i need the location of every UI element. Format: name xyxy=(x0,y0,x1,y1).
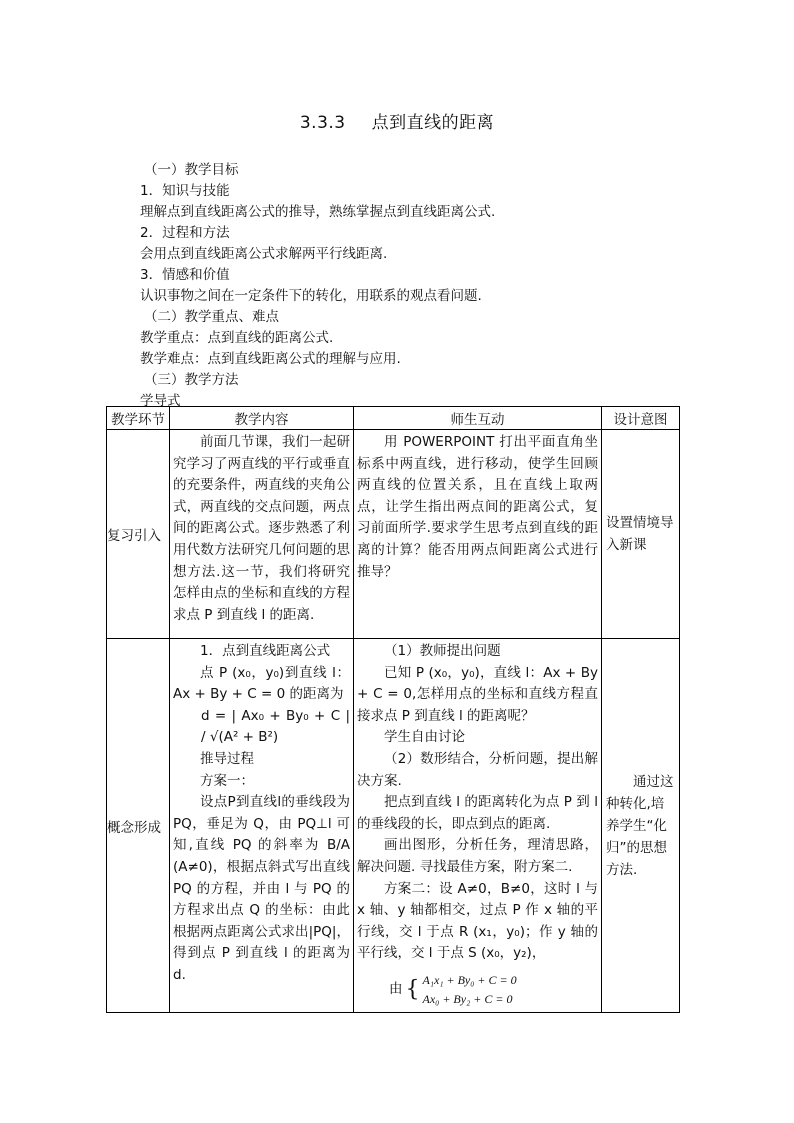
interaction-step: 学生自由讨论 xyxy=(384,729,465,746)
derivation-label: 推导过程 xyxy=(200,750,254,767)
intro-line: （二）教学重点、难点 xyxy=(144,309,279,325)
column-header: 教学内容 xyxy=(170,407,354,430)
intro-line: 学导式 xyxy=(140,393,181,409)
distance-formula: d = | Ax₀ + By₀ + C | / √(A² + B²) xyxy=(201,707,350,746)
intro-line: 认识事物之间在一定条件下的转化，用联系的观点看问题. xyxy=(140,288,482,304)
intro-line: （一）教学目标 xyxy=(144,162,239,178)
brace-icon: { xyxy=(405,977,420,1003)
equation: A₁x₁ + By₀ + C = 0 xyxy=(422,972,517,987)
table-row xyxy=(107,639,680,1013)
equation: Ax₀ + By₂ + C = 0 xyxy=(422,991,513,1006)
intro-line: 3．情感和价值 xyxy=(140,267,230,283)
stage-cell: 概念形成 xyxy=(107,639,170,1013)
interaction-cell: 用 POWERPOINT 打出平面直角坐标系中两直线，进行移动，使学生回顾两直线的位置关系，且在直线上取两点，让学生指出两点间的距离公式，复习前面所学.要求学生思考点到直线的距离的计算？能否用两点间距离公式进行推导？ xyxy=(357,434,598,580)
equation-prefix: 由 xyxy=(389,981,403,998)
intro-line: 2．过程和方法 xyxy=(140,225,230,241)
content-point: 点 P (x₀，y₀)到直线 l：Ax + By + C = 0 的距离为 xyxy=(173,664,350,703)
interaction-step: 已知 P (x₀，y₀)，直线 l：Ax + By + C = 0,怎样用点的坐标和直线方程直接求点 P 到直线 l 的距离呢？ xyxy=(357,664,598,724)
intro-line: 教学重点：点到直线的距离公式. xyxy=(140,330,334,346)
interaction-step: （1）教师提出问题 xyxy=(384,643,501,659)
content-heading: 1．点到直线距离公式 xyxy=(200,643,331,659)
section-title: 点到直线的距离 xyxy=(371,113,495,133)
table-header-row xyxy=(107,407,680,430)
document-title xyxy=(0,108,794,133)
stage-cell: 复习引入 xyxy=(107,430,170,639)
lesson-plan-table xyxy=(106,406,680,1013)
content-cell: 前面几节课，我们一起研究学习了两直线的平行或垂直的充要条件，两直线的夹角公式，两直线的交点问题，两点间的距离公式。逐步熟悉了利用代数方法研究几何问题的思想方法.这一节，我们将研究怎样由点的坐标和直线的方程求点 P 到直线 l 的距离. xyxy=(173,434,350,623)
intro-line: 教学难点：点到直线距离公式的理解与应用. xyxy=(140,351,401,367)
intent-cell: 设置情境导入新课 xyxy=(606,515,674,553)
interaction-step: （2）数形结合，分析问题，提出解决方案. xyxy=(357,750,598,789)
interaction-step: 方案二：设 A≠0，B≠0，这时 l 与 x 轴、y 轴都相交，过点 P 作 x 轴的平行线，交 l 于点 R (x₁，y₀)；作 y 轴的平行线，交 l 于点 S (x₀，y₂)， xyxy=(357,880,598,962)
interaction-cell xyxy=(354,639,601,1011)
intro-line: 1．知识与技能 xyxy=(140,183,230,199)
table-row xyxy=(107,430,680,639)
column-header: 教学环节 xyxy=(107,407,170,430)
column-header: 师生互动 xyxy=(354,407,602,430)
section-number: 3.3.3 xyxy=(299,113,346,133)
interaction-step: 把点到直线 l 的距离转化为点 P 到 l 的垂线段的长，即点到点的距离. xyxy=(357,794,598,832)
plan-one-text: 设点P到直线l的垂线段为 PQ，垂足为 Q，由 PQ⊥l 可知,直线 PQ 的斜率为 B/A (A≠0)，根据点斜式写出直线 PQ 的方程，并由 l 与 PQ 的方程求出点 Q 的坐标：由此根据两点距离公式求出|PQ|，得到点 P 到直线 l 的距离为 d. xyxy=(173,794,350,983)
plan-one-label: 方案一： xyxy=(200,772,254,789)
intro-line: 理解点到直线距离公式的推导，熟练掌握点到直线距离公式. xyxy=(140,204,496,220)
content-cell xyxy=(170,639,353,989)
intent-cell: 通过这种转化,培养学生“化归”的思想方法. xyxy=(606,773,674,878)
column-header: 设计意图 xyxy=(602,407,680,430)
lesson-intro xyxy=(140,160,660,412)
equation-system xyxy=(357,971,598,1009)
intro-line: 会用点到直线距离公式求解两平行线距离. xyxy=(140,246,388,262)
intro-line: （三）教学方法 xyxy=(144,372,239,388)
interaction-step: 画出图形，分析任务，理清思路，解决问题. 寻找最佳方案，附方案二. xyxy=(357,837,598,875)
